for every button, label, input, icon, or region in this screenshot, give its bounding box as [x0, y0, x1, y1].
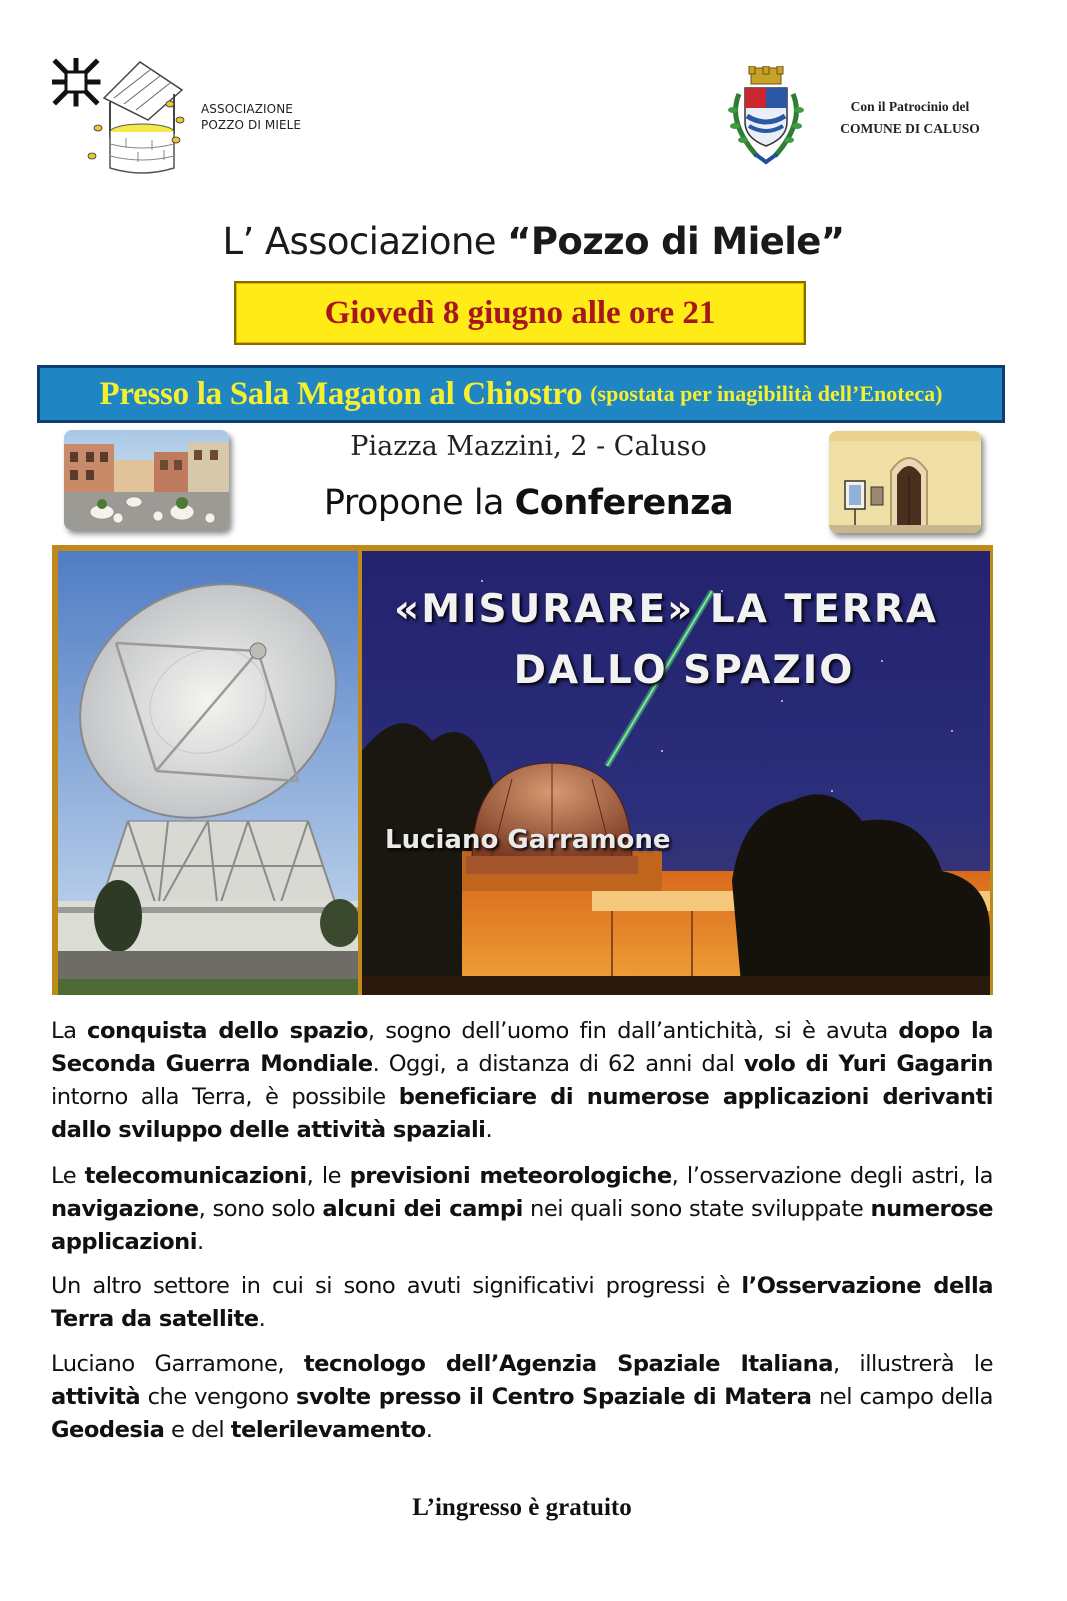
chiostro-photo — [829, 431, 981, 533]
radio-telescope-image — [58, 551, 358, 995]
text-run: e del — [164, 1417, 231, 1443]
text-run: , le — [306, 1163, 350, 1189]
address: Piazza Mazzini, 2 - Caluso — [350, 431, 707, 462]
event-date: Giovedì 8 giugno alle ore 21 — [324, 294, 716, 331]
text-run: La — [51, 1018, 88, 1044]
headline — [0, 220, 1067, 263]
patronage-text — [820, 96, 1000, 140]
date-box — [234, 281, 806, 345]
text-run: nei quali sono state sviluppate — [522, 1196, 871, 1222]
paragraph-space-conquest — [51, 1015, 993, 1147]
conference-title-line2: DALLO SPAZIO — [513, 648, 855, 693]
free-entry-note: L’ingresso è gratuito — [412, 1494, 632, 1521]
bold-text-run: telerilevamento — [230, 1417, 426, 1443]
text-run: , sono solo — [198, 1196, 323, 1222]
venue-name: Presso la Sala Magaton al Chiostro — [99, 375, 583, 412]
bold-text-run: previsioni meteorologiche — [349, 1163, 672, 1189]
text-run: . — [258, 1306, 266, 1332]
bold-text-run: navigazione — [51, 1196, 199, 1222]
bold-text-run: numerose applicazioni — [51, 1196, 993, 1255]
association-name-line1: ASSOCIAZIONE — [201, 102, 293, 116]
patronage-line2: COMUNE DI CALUSO — [840, 121, 980, 136]
bold-text-run: Geodesia — [51, 1417, 165, 1443]
text-run: . Oggi, a distanza di 62 anni dal — [372, 1051, 744, 1077]
text-run: nel campo della — [811, 1384, 993, 1410]
text-run: , illustrerà le — [832, 1351, 993, 1377]
bold-text-run: attività — [51, 1384, 141, 1410]
venue-bar — [37, 365, 1005, 423]
text-run: . — [196, 1229, 204, 1255]
paragraph-earth-observation — [51, 1270, 993, 1336]
paragraph-applications — [51, 1160, 993, 1259]
text-run: . — [485, 1117, 493, 1143]
bold-text-run: volo di Yuri Gagarin — [743, 1051, 994, 1077]
conference-title-line1: «MISURARE» LA TERRA — [394, 587, 939, 632]
paragraph-speaker — [51, 1348, 993, 1447]
text-run: Le — [51, 1163, 85, 1189]
bold-text-run: beneficiare di numerose applicazioni derivanti dallo sviluppo delle attività spaziali — [51, 1084, 993, 1143]
caluso-crest — [721, 66, 811, 166]
bold-text-run: tecnologo dell’Agenzia Spaziale Italiana — [303, 1351, 833, 1377]
conference-intro-prefix: Propone la — [323, 483, 515, 523]
text-run: , l’osservazione degli astri, la — [671, 1163, 993, 1189]
bold-text-run: dopo la Seconda Guerra Mondiale — [51, 1018, 993, 1077]
patronage-line1: Con il Patrocinio del — [850, 99, 970, 114]
association-logo — [52, 58, 187, 174]
bold-text-run: svolte presso il Centro Spaziale di Matera — [296, 1384, 812, 1410]
association-name-line2: POZZO DI MIELE — [201, 118, 302, 132]
conference-label: Conferenza — [514, 483, 734, 523]
bold-text-run: conquista dello spazio — [87, 1018, 368, 1044]
text-run: Un altro settore in cui si sono avuti significativi progressi è — [51, 1273, 742, 1299]
bold-text-run: telecomunicazioni — [84, 1163, 307, 1189]
association-name — [201, 101, 311, 133]
text-run: Luciano Garramone, — [51, 1351, 304, 1377]
text-run: intorno alla Terra, è possibile — [51, 1084, 399, 1110]
text-run: che vengono — [140, 1384, 297, 1410]
venue-note: (spostata per inagibilità dell’Enoteca) — [590, 381, 943, 406]
speaker-name: Luciano Garramone — [385, 825, 671, 855]
association-title: “Pozzo di Miele” — [507, 220, 845, 263]
text-run: . — [425, 1417, 433, 1443]
bold-text-run: alcuni dei campi — [322, 1196, 523, 1222]
bold-text-run: l’Osservazione della Terra da satellite — [51, 1273, 994, 1332]
text-run: , sogno dell’uomo fin dall’antichità, si è avuta — [367, 1018, 899, 1044]
headline-prefix: L’ Associazione — [222, 220, 508, 263]
